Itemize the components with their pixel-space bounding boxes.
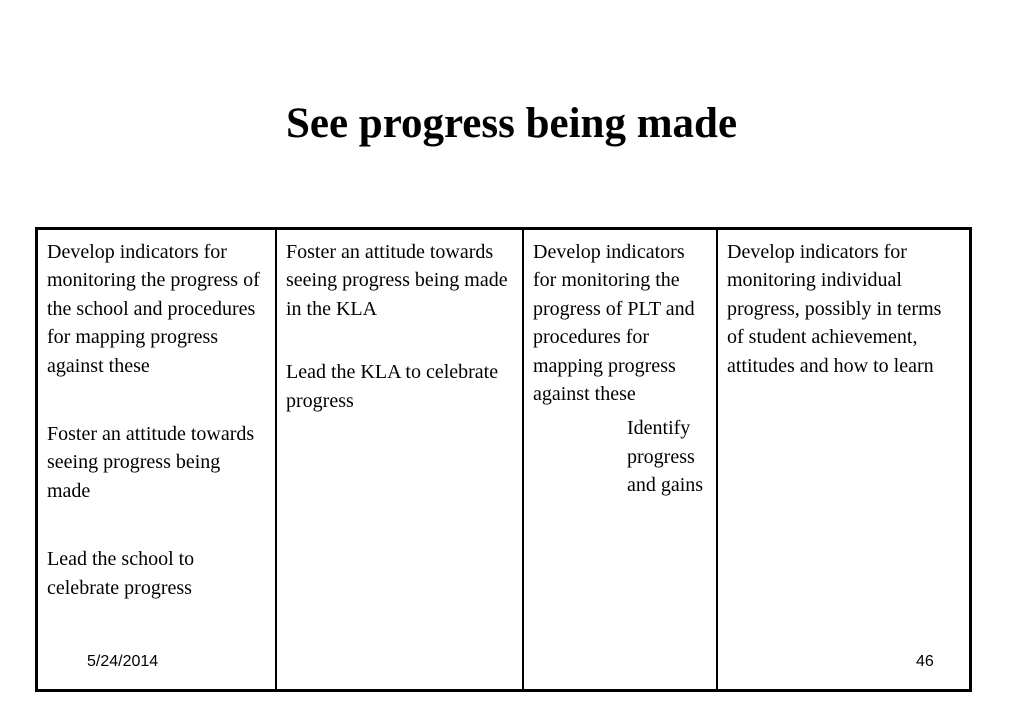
table-cell-text: Lead the school to celebrate progress xyxy=(47,548,195,599)
table-cell-text: Develop indicators for monitoring individual progress, possibly in terms of student achievement, attitudes and how to learn xyxy=(727,241,942,377)
footer-date: 5/24/2014 xyxy=(87,653,159,670)
table-column-kla xyxy=(275,230,522,689)
table-cell-text: Foster an attitude towards seeing progress being made in the KLA xyxy=(286,241,508,320)
slide-number: 46 xyxy=(916,653,934,670)
table-cell-text: Foster an attitude towards seeing progress being made xyxy=(47,423,255,502)
table-cell-text: Identify progress and gains xyxy=(627,417,704,497)
table-cell-text: Develop indicators for monitoring the progress of PLT and procedures for mapping progress against these xyxy=(533,241,695,406)
table-column-plt xyxy=(522,230,716,689)
table-cell-text: Lead the KLA to celebrate progress xyxy=(286,361,499,412)
table-column-school xyxy=(38,230,275,689)
table-column-individual xyxy=(716,230,969,689)
content-table xyxy=(35,227,972,692)
slide-title: See progress being made xyxy=(285,100,738,147)
table-cell-text: Develop indicators for monitoring the progress of the school and procedures for mapping progress against these xyxy=(47,241,260,377)
